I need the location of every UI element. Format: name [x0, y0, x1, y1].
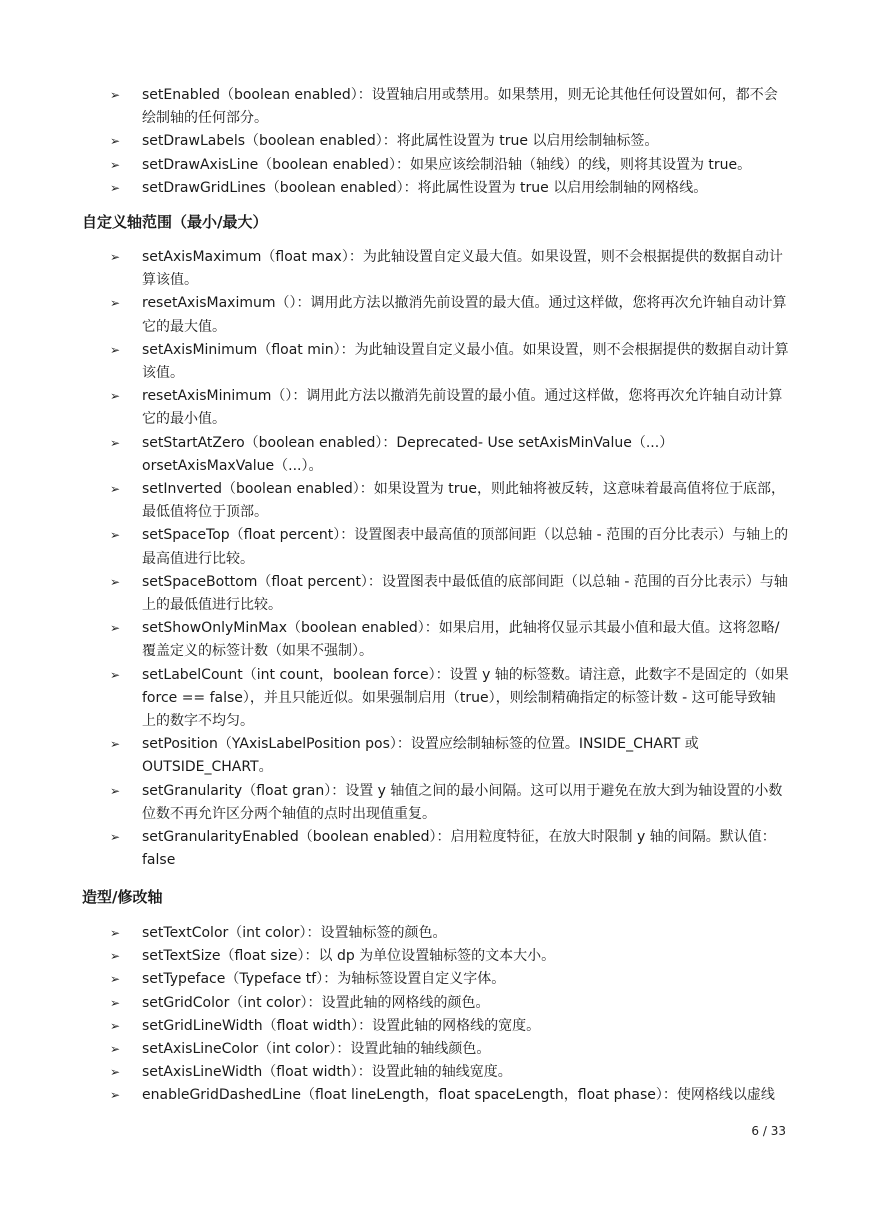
list-item-text: setGridLineWidth（float width）：设置此轴的网格线的宽度。 [142, 1017, 541, 1034]
arrow-bullet-icon: ➢ [110, 621, 121, 636]
arrow-bullet-icon: ➢ [110, 389, 121, 404]
list-item [0, 432, 869, 478]
section-heading-axis-styling: 造型/修改轴 [82, 888, 163, 906]
arrow-bullet-icon: ➢ [110, 296, 121, 311]
list-item-text: setPosition（YAxisLabelPosition pos）：设置应绘制轴标签的位置。INSIDE_CHART 或 OUTSIDE_CHART。 [142, 736, 699, 776]
list-item-text: setAxisLineColor（int color）：设置此轴的轴线颜色。 [142, 1041, 491, 1058]
arrow-bullet-icon: ➢ [110, 528, 121, 543]
arrow-bullet-icon: ➢ [110, 830, 121, 845]
list-item-text: setDrawGridLines（boolean enabled）：将此属性设置为 true 以启用绘制轴的网格线。 [142, 179, 708, 196]
page-number: 6 / 33 [751, 1124, 786, 1138]
list-item-text: setTextColor（int color）：设置轴标签的颜色。 [142, 925, 447, 941]
list-item [0, 177, 869, 200]
list-item-text: setDrawAxisLine（boolean enabled）：如果应该绘制沿轴（轴线）的线，则将其设置为 true。 [142, 156, 752, 173]
list-item-text: enableGridDashedLine（float lineLength，float spaceLength，float phase）：使网格线以虚线 [142, 1087, 775, 1104]
arrow-bullet-icon: ➢ [110, 482, 121, 497]
arrow-bullet-icon: ➢ [110, 995, 121, 1010]
list-item-text: setGranularity（float gran）：设置 y 轴值之间的最小间隔。这可以用于避免在放大到为轴设置的小数位数不再允许区分两个轴值的点时出现值重复。 [142, 782, 783, 822]
list-item [0, 1084, 869, 1107]
arrow-bullet-icon: ➢ [110, 574, 121, 589]
arrow-bullet-icon: ➢ [110, 1018, 121, 1033]
list-item [0, 664, 869, 734]
list-item-text: setTypeface（Typeface tf）：为轴标签设置自定义字体。 [142, 971, 506, 988]
list-item [0, 478, 869, 524]
list-item-text: setSpaceTop（float percent）：设置图表中最高值的顶部间距（以总轴 - 范围的百分比表示）与轴上的最高值进行比较。 [142, 527, 789, 567]
list-item-text: setDrawLabels（boolean enabled）：将此属性设置为 true 以启用绘制轴标签。 [142, 133, 659, 150]
list-item [0, 945, 869, 968]
list-item [0, 246, 869, 292]
list-item [0, 339, 869, 385]
axis-styling-list [0, 922, 869, 1108]
list-item-text: setAxisLineWidth（float width）：设置此轴的轴线宽度。 [142, 1064, 512, 1081]
list-item-text: setAxisMaximum（float max）：为此轴设置自定义最大值。如果设置，则不会根据提供的数据自动计算该值。 [142, 249, 783, 289]
arrow-bullet-icon: ➢ [110, 949, 121, 964]
list-item [0, 780, 869, 826]
list-item [0, 130, 869, 153]
list-item-text: setInverted（boolean enabled）：如果设置为 true，则此轴将被反转，这意味着最高值将位于底部，最低值将位于顶部。 [142, 481, 785, 521]
arrow-bullet-icon: ➢ [110, 1065, 121, 1080]
list-item [0, 733, 869, 779]
axis-range-list [0, 246, 869, 872]
arrow-bullet-icon: ➢ [110, 435, 121, 450]
list-item-text: setTextSize（float size）：以 dp 为单位设置轴标签的文本大小。 [142, 948, 556, 965]
arrow-bullet-icon: ➢ [110, 737, 121, 752]
list-item-text: setStartAtZero（boolean enabled）：Deprecated- Use setAxisMinValue（...）orsetAxisMaxValue（...）。 [142, 434, 674, 474]
arrow-bullet-icon: ➢ [110, 926, 121, 940]
arrow-bullet-icon: ➢ [110, 180, 121, 195]
list-item [0, 154, 869, 177]
list-item-text: setEnabled（boolean enabled）：设置轴启用或禁用。如果禁用，则无论其他任何设置如何，都不会绘制轴的任何部分。 [142, 87, 778, 127]
list-item [0, 922, 869, 945]
list-item [0, 1061, 869, 1084]
arrow-bullet-icon: ➢ [110, 157, 121, 172]
arrow-bullet-icon: ➢ [110, 783, 121, 798]
list-item [0, 1038, 869, 1061]
axis-enable-list [0, 84, 869, 200]
list-item-text: setLabelCount（int count，boolean force）：设置 y 轴的标签数。请注意，此数字不是固定的（如果 force == false），并且只能近似。如果强制启用（true），则绘制精确指定的标签计数 - 这可能导致轴上的数字不均匀。 [142, 666, 789, 730]
list-item [0, 571, 869, 617]
list-item-text: resetAxisMaximum（）：调用此方法以撤消先前设置的最大值。通过这样做，您将再次允许轴自动计算它的最大值。 [142, 295, 787, 335]
arrow-bullet-icon: ➢ [110, 972, 121, 987]
list-item [0, 826, 869, 872]
list-item-text: setSpaceBottom（float percent）：设置图表中最低值的底部间距（以总轴 - 范围的百分比表示）与轴上的最低值进行比较。 [142, 573, 788, 614]
list-item-text: setAxisMinimum（float min）：为此轴设置自定义最小值。如果设置，则不会根据提供的数据自动计算该值。 [142, 341, 789, 382]
list-item-text: resetAxisMinimum（）：调用此方法以撤消先前设置的最小值。通过这样做，您将再次允许轴自动计算它的最小值。 [142, 388, 783, 428]
list-item [0, 292, 869, 338]
list-item [0, 385, 869, 431]
arrow-bullet-icon: ➢ [110, 134, 121, 149]
list-item [0, 524, 869, 570]
list-item-text: setGranularityEnabled（boolean enabled）：启用粒度特征，在放大时限制 y 轴的间隔。默认值：false [142, 829, 776, 869]
arrow-bullet-icon: ➢ [110, 1042, 121, 1057]
list-item [0, 992, 869, 1015]
list-item [0, 84, 869, 130]
list-item [0, 617, 869, 663]
list-item-text: setGridColor（int color）：设置此轴的网格线的颜色。 [142, 994, 490, 1011]
arrow-bullet-icon: ➢ [110, 342, 121, 357]
arrow-bullet-icon: ➢ [110, 88, 121, 102]
arrow-bullet-icon: ➢ [110, 1088, 121, 1103]
list-item [0, 1015, 869, 1038]
section-heading-axis-range: 自定义轴范围（最小/最大） [82, 213, 268, 231]
list-item-text: setShowOnlyMinMax（boolean enabled）：如果启用，此轴将仅显示其最小值和最大值。这将忽略/覆盖定义的标签计数（如果不强制）。 [142, 620, 780, 660]
arrow-bullet-icon: ➢ [110, 250, 121, 264]
list-item [0, 968, 869, 991]
arrow-bullet-icon: ➢ [110, 667, 121, 682]
